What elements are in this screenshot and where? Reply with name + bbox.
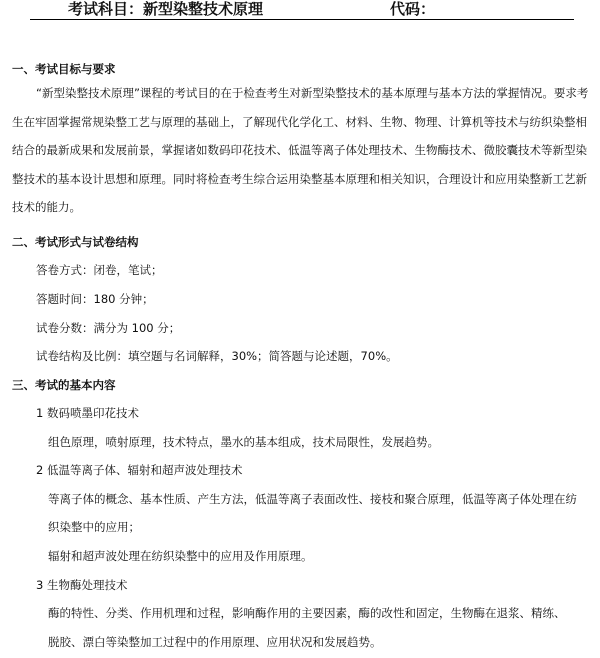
section-1-paragraph <box>12 79 596 222</box>
section-1-text: “新型染整技术原理”课程的考试目的在于检查考生对新型染整技术的基本原理与基本方法的掌握情况。要求考生在牢固掌握常规染整工艺与原理的基础上，了解现代化学化工、材料、生物、物理、计算机等技术与纺织染整相结合的最新成果和发展前景，掌握诸如数码印花技术、低温等离子体处理技术、生物酶技术、微胶囊技术等新型染整技术的基本设计思想和原理。同时将检查考生综合运用染整基本原理和相关知识，合理设计和应用染整新工艺新技术的能力。 <box>12 86 589 215</box>
topic-heading: 1 数码喷墨印花技术 <box>36 406 139 420</box>
topic-line: 织染整中的应用； <box>48 520 140 534</box>
page-header <box>30 0 574 20</box>
exam-subject: 考试科目：新型染整技术原理 <box>68 0 264 18</box>
topic-line: 等离子体的概念、基本性质、产生方法，低温等离子表面改性、接枝和聚合原理，低温等离子体处理在纺 <box>48 492 577 506</box>
exam-format-item: 答题时间：180 分钟； <box>36 292 154 306</box>
topic-heading: 3 生物酶处理技术 <box>36 578 128 592</box>
section-3-title: 三、考试的基本内容 <box>12 378 116 392</box>
exam-format-item: 试卷分数：满分为 100 分； <box>36 321 181 335</box>
section-1-title: 一、考试目标与要求 <box>12 62 116 76</box>
exam-code-label: 代码： <box>390 0 436 18</box>
topic-line: 脱胶、漂白等染整加工过程中的作用原理、应用状况和发展趋势。 <box>48 635 382 649</box>
exam-format-item: 试卷结构及比例：填空题与名词解释，30%；简答题与论述题，70%。 <box>36 349 398 363</box>
topic-line: 酶的特性、分类、作用机理和过程，影响酶作用的主要因素，酶的改性和固定，生物酶在退浆、精练、 <box>48 606 566 620</box>
topic-line: 组色原理，喷射原理，技术特点，墨水的基本组成，技术局限性，发展趋势。 <box>48 435 439 449</box>
exam-format-item: 答卷方式：闭卷，笔试； <box>36 263 163 277</box>
section-2-title: 二、考试形式与试卷结构 <box>12 235 139 249</box>
topic-line: 辐射和超声波处理在纺织染整中的应用及作用原理。 <box>48 549 313 563</box>
topic-heading: 2 低温等离子体、辐射和超声波处理技术 <box>36 463 243 477</box>
